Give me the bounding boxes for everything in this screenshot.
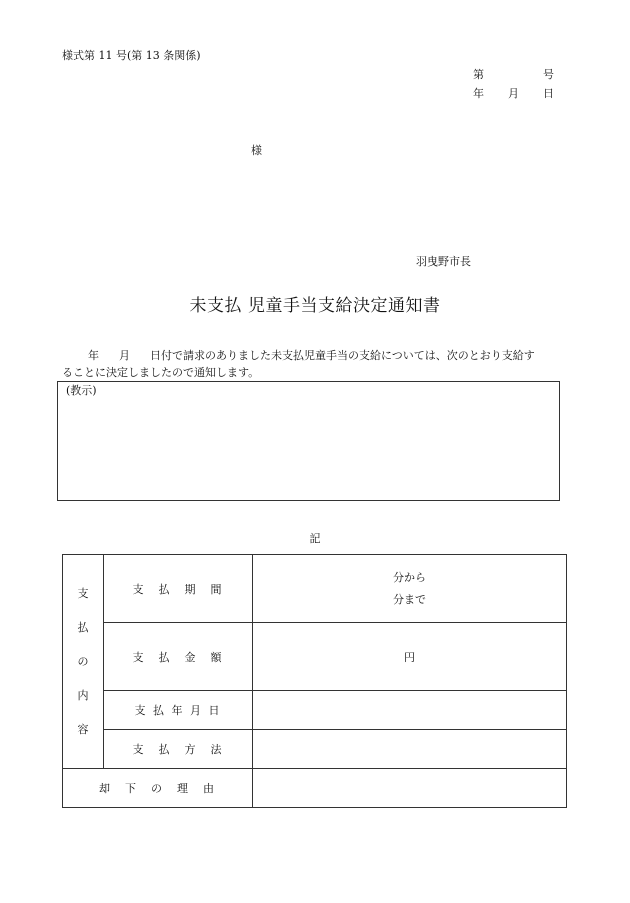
document-title: 未支払 児童手当支給決定通知書: [189, 296, 441, 316]
ki-heading: 記: [309, 532, 321, 545]
body-text-line-1: [62, 350, 535, 361]
body-text-line-2: ることに決定しましたので通知します。: [62, 366, 260, 379]
section-char: 支: [77, 586, 89, 600]
payment-period-label: 支 払 期 間: [104, 555, 253, 623]
rejection-reason-value: [253, 769, 567, 808]
number-label: 第: [473, 68, 484, 81]
body-year: 年: [88, 349, 99, 362]
section-char: 容: [77, 722, 89, 736]
payment-period-value: [253, 555, 567, 623]
rejection-reason-label: 却 下 の 理 由: [63, 769, 253, 808]
yen-unit: 円: [404, 650, 415, 664]
section-char: の: [77, 654, 89, 668]
section-char: 払: [77, 620, 89, 634]
issuer-name: 羽曳野市長: [416, 255, 471, 268]
addressee-suffix: 様: [251, 144, 262, 157]
form-number: 様式第 11 号(第 13 条関係): [62, 49, 201, 62]
payment-amount-value: [253, 623, 567, 691]
payment-method-label: 支 払 方 法: [104, 730, 253, 769]
payment-content-section-label: [63, 555, 104, 769]
body-month: 月: [119, 349, 130, 362]
payment-date-value: [253, 691, 567, 730]
period-from: 分から: [393, 570, 426, 584]
instruction-box: [57, 381, 560, 501]
payment-date-label: 支 払 年 月 日: [104, 691, 253, 730]
payment-amount-label: 支 払 金 額: [104, 623, 253, 691]
payment-method-value: [253, 730, 567, 769]
body-line1-text: 日付で請求のありました未支払児童手当の支給については、次のとおり支給す: [150, 349, 535, 362]
instruction-label: (教示): [66, 384, 97, 397]
period-to: 分まで: [393, 592, 426, 606]
date-month-label: 月: [508, 87, 519, 100]
date-day-label: 日: [543, 87, 554, 100]
payment-detail-table: [62, 554, 567, 808]
number-suffix-label: 号: [543, 68, 554, 81]
section-char: 内: [77, 688, 89, 702]
date-year-label: 年: [473, 87, 484, 100]
